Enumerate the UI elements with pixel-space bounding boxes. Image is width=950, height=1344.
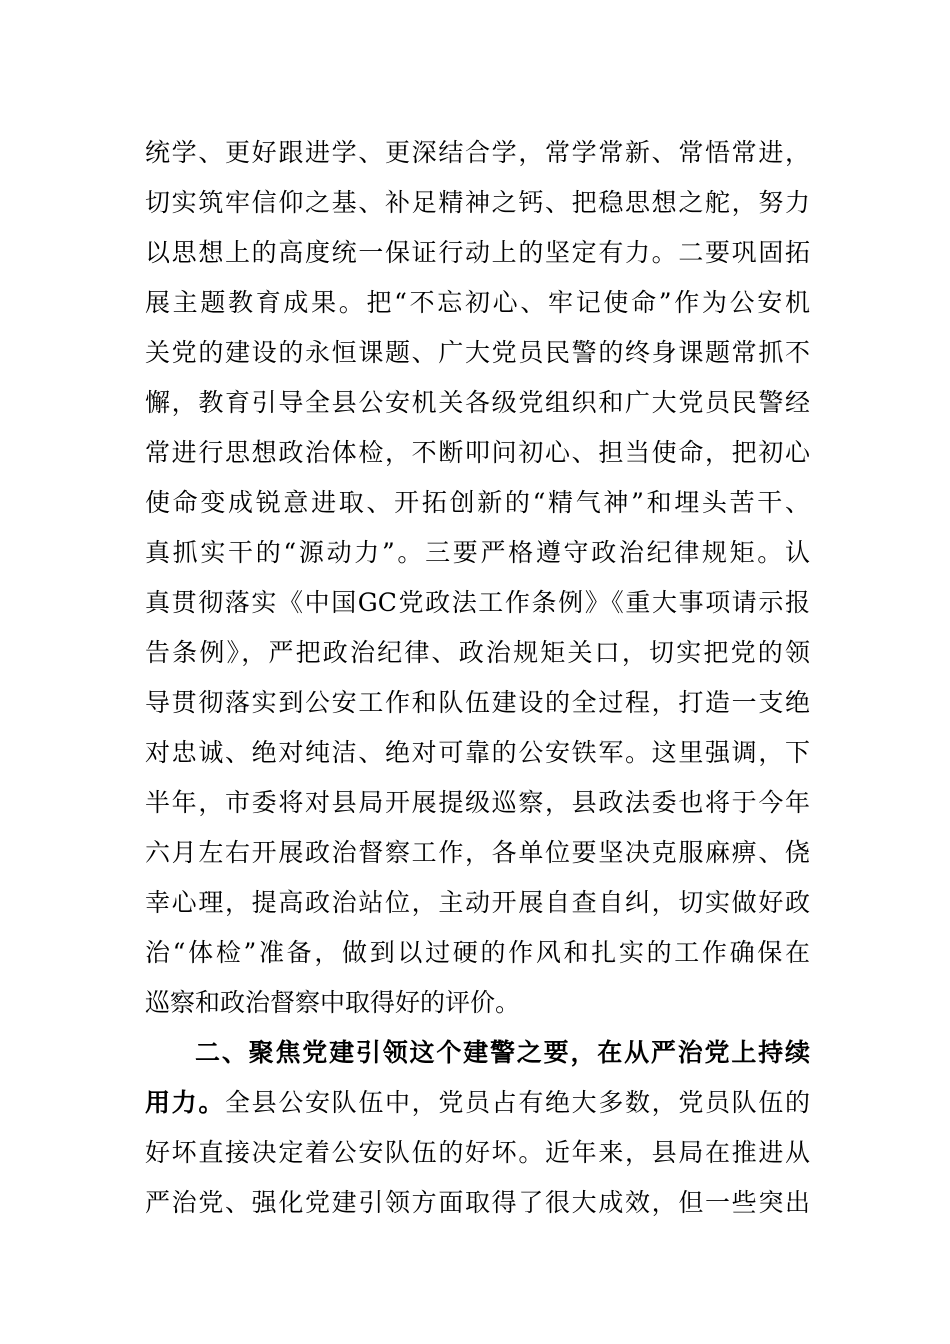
text-line: 好坏直接决定着公安队伍的好坏。近年来，县局在推进从 <box>145 1138 810 1167</box>
text-line: 使命变成锐意进取、开拓创新的“精气神”和埋头苦干、 <box>145 488 810 517</box>
text-line: 常进行思想政治体检，不断叩问初心、担当使命，把初心 <box>145 438 810 467</box>
text-line: 严治党、强化党建引领方面取得了很大成效，但一些突出 <box>145 1188 810 1217</box>
paragraph-2-start: 全县公安队伍中，党员占有绝大多数，党员队伍的 <box>225 1088 810 1117</box>
text-line: 幸心理，提高政治站位，主动开展自查自纠，切实做好政 <box>145 888 810 917</box>
text-line: 懈，教育引导全县公安机关各级党组织和广大党员民警经 <box>145 388 810 417</box>
text-line: 真抓实干的“源动力”。三要严格遵守政治纪律规矩。认 <box>145 538 810 567</box>
text-line: 展主题教育成果。把“不忘初心、牢记使命”作为公安机 <box>145 288 810 317</box>
text-line: 以思想上的高度统一保证行动上的坚定有力。二要巩固拓 <box>145 238 810 267</box>
text-line: 半年，市委将对县局开展提级巡察，县政法委也将于今年 <box>145 788 810 817</box>
section-heading-end: 用力。 <box>145 1088 225 1117</box>
text-line: 告条例》，严把政治纪律、政治规矩关口，切实把党的领 <box>145 638 810 667</box>
text-line: 切实筑牢信仰之基、补足精神之钙、把稳思想之舵，努力 <box>145 188 810 217</box>
text-line: 统学、更好跟进学、更深结合学，常学常新、常悟常进， <box>145 138 810 167</box>
text-line: 巡察和政治督察中取得好的评价。 <box>145 988 521 1017</box>
text-line: 对忠诚、绝对纯洁、绝对可靠的公安铁军。这里强调，下 <box>145 738 810 767</box>
text-line: 关党的建设的永恒课题、广大党员民警的终身课题常抓不 <box>145 338 810 367</box>
text-line: 治“体检”准备，做到以过硬的作风和扎实的工作确保在 <box>145 938 810 967</box>
body-text <box>145 128 810 1228</box>
text-line: 导贯彻落实到公安工作和队伍建设的全过程，打造一支绝 <box>145 688 810 717</box>
text-line: 真贯彻落实《中国GC党政法工作条例》《重大事项请示报 <box>145 588 810 617</box>
text-line: 六月左右开展政治督察工作，各单位要坚决克服麻痹、侥 <box>145 838 810 867</box>
section-heading: 二、聚焦党建引领这个建警之要，在从严治党上持续 <box>195 1038 810 1067</box>
text-line <box>145 1078 810 1128</box>
